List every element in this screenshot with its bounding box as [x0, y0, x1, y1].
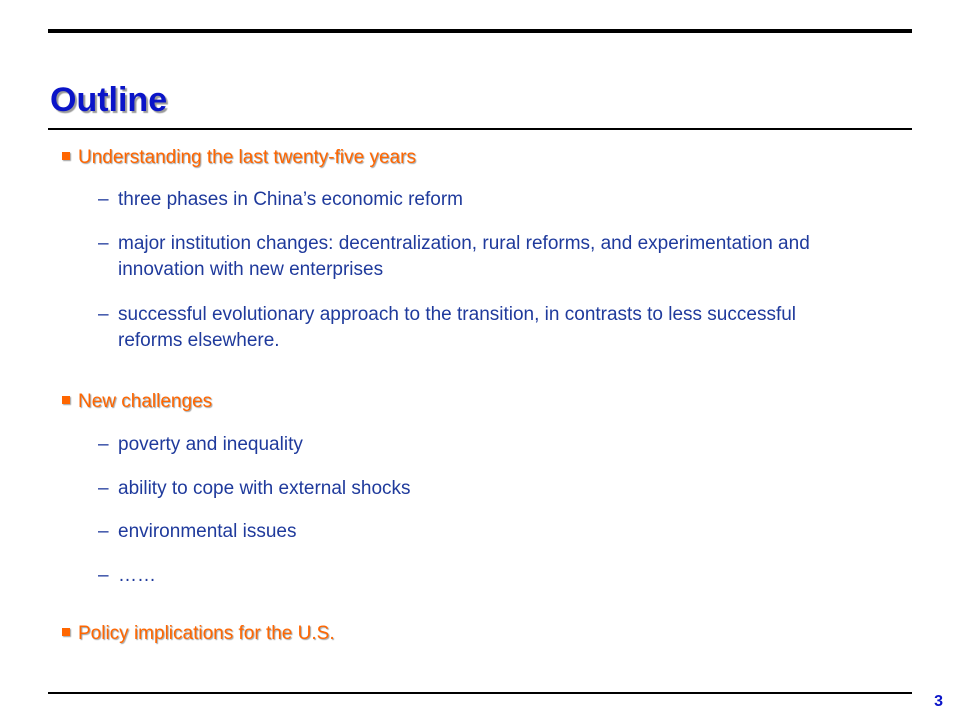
- sub-bullet-text: successful evolutionary approach to the transition, in contrasts to less successful reforms elsewhere.: [118, 304, 797, 351]
- sub-bullet-text: major institution changes: decentralization, rural reforms, and experimentation and innovation with new enterprises: [118, 233, 810, 280]
- bullet-heading-text: New challenges: [78, 391, 213, 412]
- dash-icon: –: [98, 304, 109, 325]
- bullet-heading: [62, 390, 212, 414]
- dash-icon: –: [98, 233, 109, 254]
- square-bullet-icon: [62, 628, 70, 636]
- sub-bullet: [98, 187, 838, 213]
- page-number: 3: [934, 693, 943, 710]
- sub-bullet: [98, 476, 838, 502]
- sub-bullet: [98, 563, 838, 589]
- sub-bullet-text: ability to cope with external shocks: [118, 478, 411, 499]
- sub-bullet-text: ……: [118, 565, 156, 586]
- square-bullet-icon: [62, 396, 70, 404]
- bullet-heading: [62, 146, 416, 170]
- sub-bullet-text: poverty and inequality: [118, 434, 303, 455]
- sub-bullet: [98, 432, 838, 458]
- dash-icon: –: [98, 189, 109, 210]
- bullet-heading: [62, 622, 335, 646]
- dash-icon: –: [98, 565, 109, 586]
- bullet-heading-text: Policy implications for the U.S.: [78, 623, 335, 644]
- slide-title: Outline: [50, 81, 168, 119]
- sub-bullet-text: three phases in China’s economic reform: [118, 189, 463, 210]
- sub-bullet-text: environmental issues: [118, 521, 297, 542]
- top-rule: [48, 29, 912, 33]
- bullet-heading-text: Understanding the last twenty-five years: [78, 147, 416, 168]
- dash-icon: –: [98, 478, 109, 499]
- bottom-rule: [48, 692, 912, 694]
- sub-bullet: [98, 231, 838, 283]
- sub-bullet: [98, 302, 838, 354]
- square-bullet-icon: [62, 152, 70, 160]
- dash-icon: –: [98, 521, 109, 542]
- sub-bullet: [98, 519, 838, 545]
- title-underline: [48, 128, 912, 130]
- dash-icon: –: [98, 434, 109, 455]
